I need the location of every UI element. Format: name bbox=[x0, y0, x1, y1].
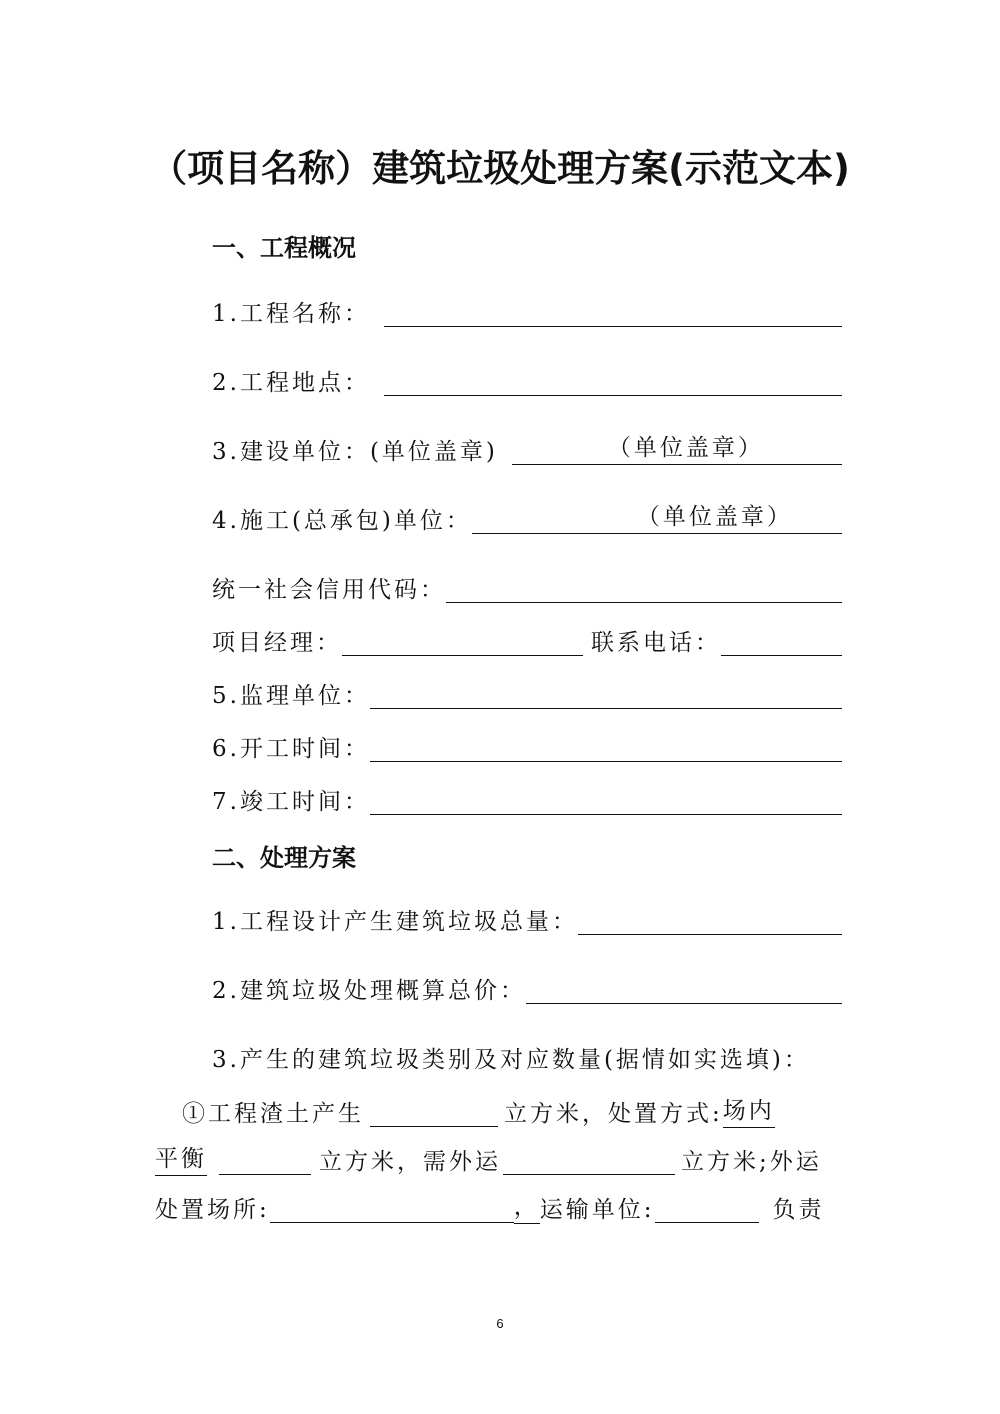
inside-balance-blank[interactable] bbox=[219, 1144, 311, 1175]
muck-site-label: 处置场所: bbox=[155, 1197, 270, 1223]
muck-transport-label: 运输单位: bbox=[539, 1197, 655, 1223]
muck-line-1 bbox=[182, 1094, 842, 1128]
categories-text: 3.产生的建筑垃圾类别及对应数量(据情如实选填)： bbox=[212, 1047, 810, 1073]
outbound-amount-blank[interactable] bbox=[503, 1144, 675, 1175]
field-supervisor-unit bbox=[212, 676, 842, 710]
field-builder-unit bbox=[212, 432, 842, 466]
muck-duty: 负责 bbox=[772, 1197, 825, 1223]
muck-unit3: 立方米;外运 bbox=[681, 1149, 822, 1175]
field-label: 联系电话： bbox=[591, 630, 721, 656]
total-amount-blank[interactable] bbox=[578, 904, 842, 935]
field-start-date bbox=[212, 729, 842, 763]
field-credit-code bbox=[212, 570, 842, 604]
field-total-amount bbox=[212, 902, 842, 936]
contractor-stamp-note: （单位盖章） bbox=[636, 504, 793, 530]
field-label: 项目经理： bbox=[212, 630, 342, 656]
contractor-unit-blank[interactable] bbox=[472, 503, 842, 534]
disposal-site-blank[interactable] bbox=[270, 1192, 514, 1223]
field-label: 1.工程名称： bbox=[212, 301, 370, 327]
field-label: 6.开工时间： bbox=[212, 736, 370, 762]
muck-line-3 bbox=[155, 1190, 842, 1224]
transport-unit-blank[interactable] bbox=[655, 1192, 759, 1223]
field-label: 统一社会信用代码： bbox=[212, 577, 446, 603]
credit-code-blank[interactable] bbox=[446, 572, 842, 603]
field-end-date bbox=[212, 782, 842, 816]
muck-balance-a: 场内 bbox=[723, 1092, 775, 1128]
muck-line-2 bbox=[155, 1142, 842, 1176]
section-heading-overview: 一、工程概况 bbox=[212, 234, 356, 262]
field-project-name bbox=[212, 294, 842, 328]
field-contractor-unit bbox=[212, 501, 842, 535]
manager-blank[interactable] bbox=[342, 625, 583, 656]
field-label: 2.工程地点： bbox=[212, 370, 370, 396]
budget-blank[interactable] bbox=[526, 973, 842, 1004]
page-number: 6 bbox=[496, 1316, 504, 1331]
muck-balance-b: 平衡 bbox=[155, 1140, 207, 1176]
muck-amount-blank[interactable] bbox=[370, 1096, 498, 1127]
field-budget bbox=[212, 971, 842, 1005]
field-label: 4.施工(总承包)单位： bbox=[212, 508, 472, 534]
phone-blank[interactable] bbox=[721, 625, 842, 656]
field-label: 7.竣工时间： bbox=[212, 789, 370, 815]
muck-prefix: ①工程渣土产生 bbox=[182, 1101, 364, 1127]
field-label: 5.监理单位： bbox=[212, 683, 370, 709]
muck-unit1: 立方米，处置方式: bbox=[504, 1101, 723, 1127]
field-label: 1.工程设计产生建筑垃圾总量： bbox=[212, 909, 578, 935]
builder-unit-blank[interactable] bbox=[512, 434, 842, 465]
project-name-blank[interactable] bbox=[384, 296, 842, 327]
start-date-blank[interactable] bbox=[370, 731, 842, 762]
field-label: 3.建设单位：(单位盖章) bbox=[212, 439, 498, 465]
field-project-location bbox=[212, 363, 842, 397]
muck-unit2: 立方米，需外运 bbox=[319, 1149, 501, 1175]
section-heading-plan: 二、处理方案 bbox=[212, 844, 356, 872]
muck-comma: ， bbox=[514, 1188, 540, 1224]
end-date-blank[interactable] bbox=[370, 784, 842, 815]
field-manager-phone bbox=[212, 623, 842, 657]
supervisor-unit-blank[interactable] bbox=[370, 678, 842, 709]
field-categories bbox=[212, 1040, 842, 1074]
document-title: （项目名称）建筑垃圾处理方案(示范文本) bbox=[150, 147, 850, 190]
project-location-blank[interactable] bbox=[384, 365, 842, 396]
builder-stamp-note: （单位盖章） bbox=[607, 435, 764, 461]
field-label: 2.建筑垃圾处理概算总价： bbox=[212, 978, 526, 1004]
